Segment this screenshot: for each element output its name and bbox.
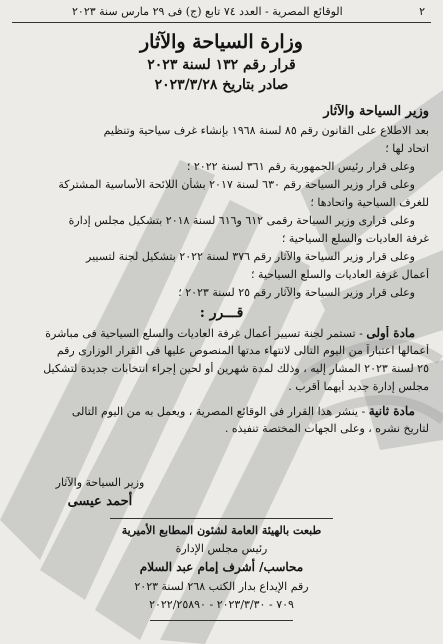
article-1-line: مجلس إدارة جديد أيهما أقرب . — [288, 380, 429, 393]
header-rule — [12, 22, 431, 23]
issue-date: صادر بتاريخ ٢٠٢٣/٣/٢٨ — [154, 77, 289, 93]
article-1-line: ٢٥ لسنة ٢٠٢٣ المشار إليه ، وذلك لمدة شهرين أو لحين إجراء انتخابات جديدة لتشكيل — [43, 362, 429, 375]
decree-number: قرار رقم ١٣٢ لسنة ٢٠٢٣ — [147, 57, 296, 73]
article-1-text: - تستمر لجنة تسيير أعمال غرفة العاديات والسلع السياحية فى مباشرة — [45, 327, 363, 340]
signature-role: وزير السياحة والآثار — [55, 476, 145, 489]
article-1-line: أعمالها اعتباراً من اليوم التالى لانتهاء مدتها المنصوص عليها فى القرار الوزارى رقم — [56, 344, 429, 357]
preamble-line: غرفة العاديات والسلع السياحية ؛ — [281, 232, 429, 245]
footer-rule — [110, 518, 333, 519]
preamble-line: وعلى قرار وزير السياحة والآثار رقم ٢٥ لسنة ٢٠٢٣ ؛ — [178, 286, 415, 299]
board-chair: رئيس مجلس الإدارة — [175, 542, 268, 555]
ministry-title: وزارة السياحة والآثار — [139, 31, 303, 53]
article-2 — [14, 404, 415, 419]
deposit-number: رقم الإيداع بدار الكتب ٢٦٨ لسنة ٢٠٢٣ — [134, 580, 309, 593]
article-1-title: مادة أولى — [366, 326, 415, 340]
preamble-line: وعلى قرار وزير السياحة والآثار رقم ٣٧٦ لسنة ٢٠٢٢ بتشكيل لجنة لتسيير — [86, 250, 415, 263]
article-2-line: لتاريخ نشره ، وعلى الجهات المختصة تنفيذه . — [224, 422, 429, 435]
preamble-line: أعمال غرفة العاديات والسلع السياحية ؛ — [251, 268, 429, 281]
decides-heading: قـــرر : — [199, 305, 244, 321]
print-codes: ٧٠٩ - ٢٠٢٣/٣/٣٠ - ٢٠٢٢/٢٥٨٩٠ — [149, 598, 294, 611]
signature-name: أحمد عيسى — [67, 494, 133, 509]
running-title: الوقائع المصرية - العدد ٧٤ تابع (ج) فى ٢٩ مارس سنة ٢٠٢٣ — [72, 5, 343, 18]
article-2-title: مادة ثانية — [368, 404, 415, 418]
preamble-line: وعلى قرارى وزير السياحة رقمى ٦١٢ و٦١٦ لسنة ٢٠١٨ بتشكيل مجلس إدارة — [68, 214, 415, 227]
preamble-line: بعد الاطلاع على القانون رقم ٨٥ لسنة ١٩٦٨ بإنشاء غرف سياحية وتنظيم — [103, 124, 429, 137]
preamble-line: وعلى قرار وزير السياحة رقم ٦٣٠ لسنة ٢٠١٧ بشأن اللائحة الأساسية المشتركة — [58, 178, 415, 191]
preamble-line: وعلى قرار رئيس الجمهورية رقم ٣٦١ لسنة ٢٠٢٢ ؛ — [186, 160, 415, 173]
preamble-line: اتحاد لها ؛ — [385, 142, 429, 155]
preamble-line: للغرف السياحية واتحادها ؛ — [310, 196, 429, 209]
issuer-heading: وزير السياحة والآثار — [323, 104, 429, 119]
article-2-text: - ينشر هذا القرار فى الوقائع المصرية ، ويعمل به من اليوم التالى — [71, 405, 366, 418]
accountant: محاسب/ أشرف إمام عبد السلام — [139, 560, 304, 574]
running-header — [12, 4, 431, 20]
page-number: ٢ — [419, 5, 425, 18]
printed-by: طبعت بالهيئة العامة لشئون المطابع الأميرية — [121, 524, 322, 537]
bottom-rule — [150, 620, 293, 621]
article-1 — [14, 326, 415, 341]
